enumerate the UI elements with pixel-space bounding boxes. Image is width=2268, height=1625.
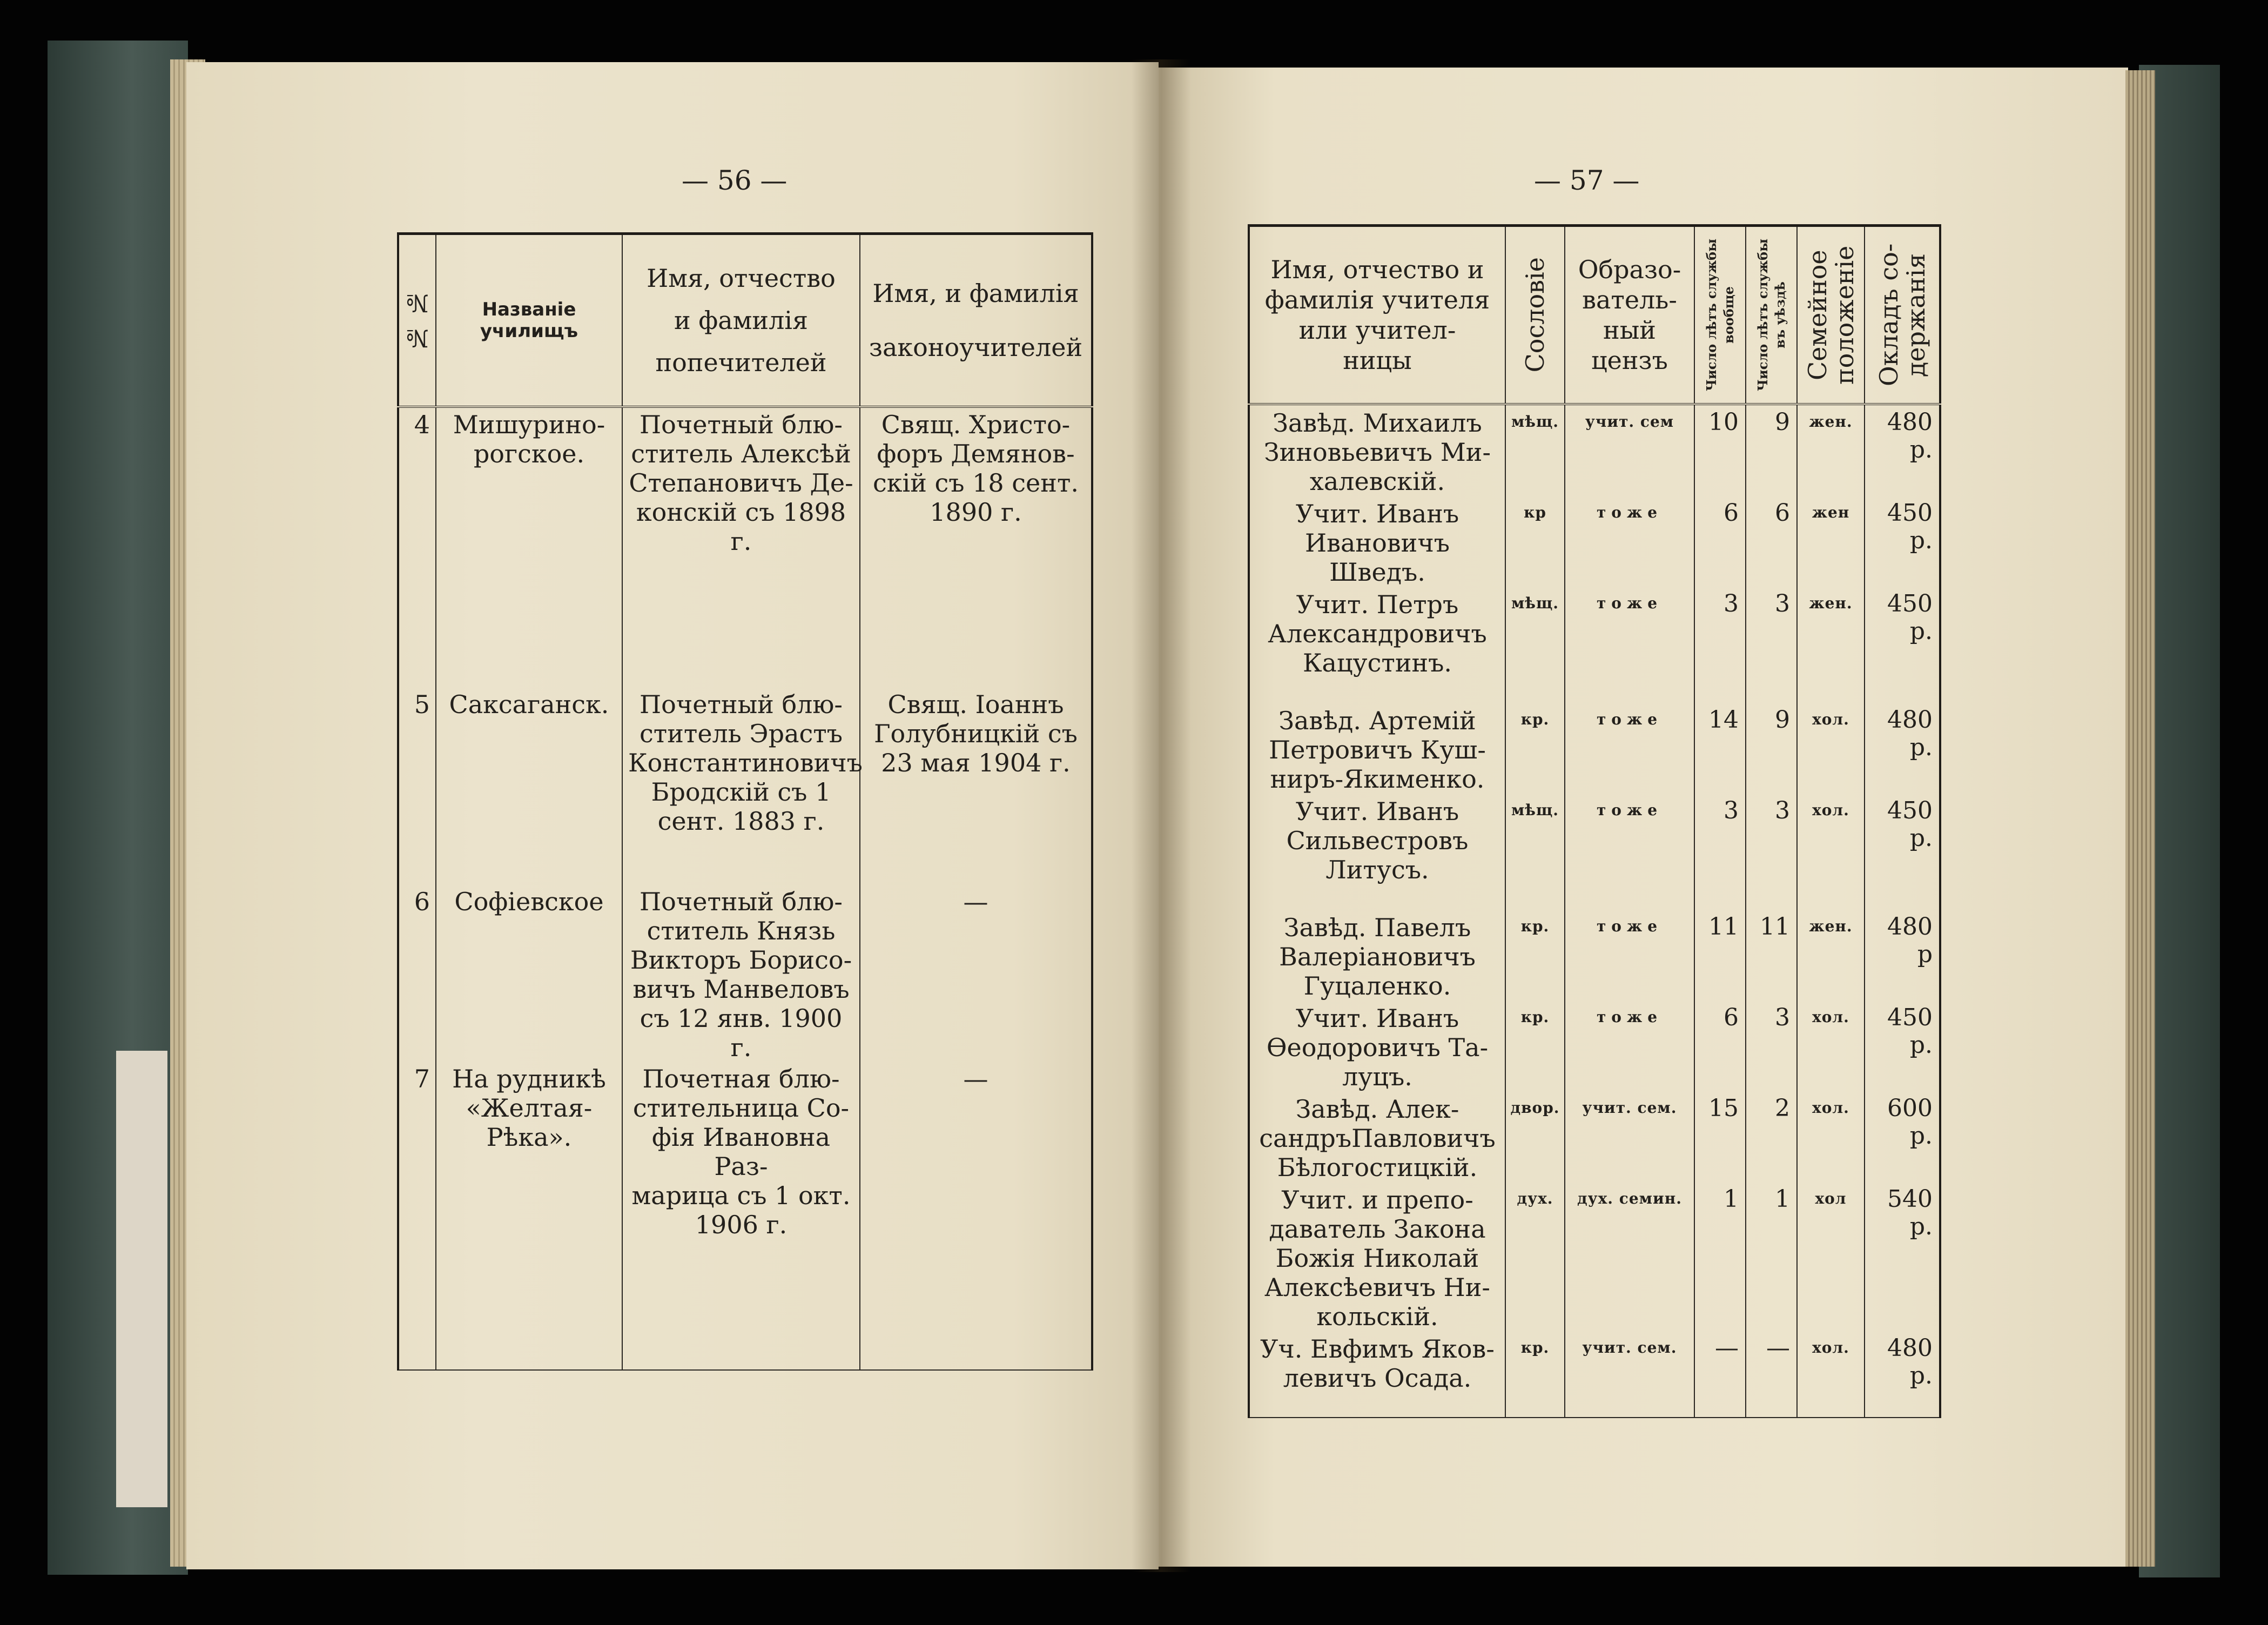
left-page-number: — 56 — [682, 165, 788, 196]
family-status: хол. [1797, 1331, 1865, 1418]
header-years-district: Число лѣтъ службы въ уѣздѣ [1746, 226, 1797, 404]
years-total: 6 [1694, 1000, 1746, 1091]
teacher-name: Завѣд. Михаилъ Зиновьевичъ Ми- халевскій. [1249, 404, 1505, 496]
estate: кр. [1505, 1000, 1565, 1091]
education: тоже [1565, 703, 1694, 794]
salary: 480 р. [1865, 1331, 1940, 1418]
salary: 450 р. [1865, 587, 1940, 703]
table-row [1249, 587, 1940, 703]
book-gutter [1132, 59, 1191, 1572]
years-district: 3 [1746, 587, 1797, 703]
teacher-name: Учит. Иванъ Сильвестровъ Литусъ. [1249, 794, 1505, 910]
family-status: хол. [1797, 1091, 1865, 1182]
years-total: 14 [1694, 703, 1746, 794]
table-row [398, 1062, 1092, 1370]
header-number: № № [398, 234, 436, 407]
trustee: Почетная блю- стительница Со- фія Ивановна Раз- марица съ 1 окт. 1906 г. [622, 1062, 860, 1370]
salary: 540 р. [1865, 1182, 1940, 1331]
header-religion-teachers: Имя, и фамилія законоучителей [860, 234, 1092, 407]
years-district: 3 [1746, 1000, 1797, 1091]
table-row [1249, 703, 1940, 794]
table-row [1249, 1331, 1940, 1418]
estate: мѣщ. [1505, 587, 1565, 703]
years-total: 3 [1694, 794, 1746, 910]
family-status: хол [1797, 1182, 1865, 1331]
teacher-name: Уч. Евфимъ Яков- левичъ Осада. [1249, 1331, 1505, 1418]
years-district: 1 [1746, 1182, 1797, 1331]
estate: кр. [1505, 1331, 1565, 1418]
family-status: хол. [1797, 703, 1865, 794]
years-total: 11 [1694, 910, 1746, 1000]
header-school-name: Названіе училищъ [436, 234, 622, 407]
school-name: Софіевское [436, 885, 622, 1062]
row-number: 5 [398, 688, 436, 885]
teacher-name: Учит. и препо- даватель Закона Божія Николай Алексѣевичъ Ни- кольскій. [1249, 1182, 1505, 1331]
years-district: 11 [1746, 910, 1797, 1000]
salary: 600 р. [1865, 1091, 1940, 1182]
family-status: хол. [1797, 1000, 1865, 1091]
education: дух. семин. [1565, 1182, 1694, 1331]
school-name: Мишурино- рогское. [436, 407, 622, 688]
estate: мѣщ. [1505, 404, 1565, 496]
table-row [1249, 794, 1940, 910]
teacher-name: Завѣд. Артемій Петровичъ Куш- ниръ-Якименко. [1249, 703, 1505, 794]
education: тоже [1565, 794, 1694, 910]
header-family: Семейное положеніе [1797, 226, 1865, 404]
header-salary: Окладъ со- держанія [1865, 226, 1940, 404]
years-total: 6 [1694, 496, 1746, 587]
years-district: 3 [1746, 794, 1797, 910]
years-district: 9 [1746, 703, 1797, 794]
table-row [1249, 404, 1940, 496]
education: учит. сем. [1565, 1091, 1694, 1182]
header-years-total: Число лѣтъ службы вообще [1694, 226, 1746, 404]
salary: 480 р. [1865, 703, 1940, 794]
teacher-name: Завѣд. Павелъ Валеріановичъ Гуцаленко. [1249, 910, 1505, 1000]
school-name: На рудникѣ «Желтая- Рѣка». [436, 1062, 622, 1370]
row-number: 4 [398, 407, 436, 688]
salary: 480 р. [1865, 404, 1940, 496]
estate: кр. [1505, 703, 1565, 794]
left-schools-table [397, 232, 1093, 1371]
family-status: жен. [1797, 910, 1865, 1000]
salary: 450 р. [1865, 496, 1940, 587]
family-status: жен. [1797, 404, 1865, 496]
left-header-row [398, 234, 1092, 407]
teacher-name: Учит. Иванъ Ивановичъ Шведъ. [1249, 496, 1505, 587]
years-total: 10 [1694, 404, 1746, 496]
table-row [398, 407, 1092, 688]
estate: мѣщ. [1505, 794, 1565, 910]
header-education: Образо- ватель- ный цензъ [1565, 226, 1694, 404]
salary: 450 р. [1865, 794, 1940, 910]
right-header-row [1249, 226, 1940, 404]
table-row [1249, 1182, 1940, 1331]
estate: дух. [1505, 1182, 1565, 1331]
years-district: — [1746, 1331, 1797, 1418]
trustee: Почетный блю- ститель Эрастъ Константиновичъ Бродскій съ 1 сент. 1883 г. [622, 688, 860, 885]
table-row [1249, 1091, 1940, 1182]
education: тоже [1565, 910, 1694, 1000]
religion-teacher: Свящ. Христо- форъ Демянов- скій съ 18 сент. 1890 г. [860, 407, 1092, 688]
teacher-name: Завѣд. Алек- сандръПавловичъ Бѣлогостицкій. [1249, 1091, 1505, 1182]
education: учит. сем. [1565, 1331, 1694, 1418]
header-estate: Сословіе [1505, 226, 1565, 404]
table-row [1249, 496, 1940, 587]
school-name: Саксаганск. [436, 688, 622, 885]
salary: 450 р. [1865, 1000, 1940, 1091]
table-row [1249, 910, 1940, 1000]
trustee: Почетный блю- ститель Князь Викторъ Борисо- вичъ Манвеловъ съ 12 янв. 1900 г. [622, 885, 860, 1062]
paper-slip [116, 1051, 167, 1507]
years-district: 9 [1746, 404, 1797, 496]
table-row [398, 885, 1092, 1062]
right-table-body [1249, 404, 1940, 1418]
header-teacher: Имя, отчество и фамилія учителя или учител- ницы [1249, 226, 1505, 404]
years-total: 15 [1694, 1091, 1746, 1182]
estate: двор. [1505, 1091, 1565, 1182]
years-district: 6 [1746, 496, 1797, 587]
header-trustees: Имя, отчество и фамилія попечителей [622, 234, 860, 407]
education: учит. сем [1565, 404, 1694, 496]
years-district: 2 [1746, 1091, 1797, 1182]
religion-teacher: Свящ. Іоаннъ Голубницкій съ 23 мая 1904 г. [860, 688, 1092, 885]
trustee: Почетный блю- ститель Алексѣй Степановичъ Де- конскій съ 1898 г. [622, 407, 860, 688]
right-page-edges [2125, 70, 2155, 1567]
years-total: 1 [1694, 1182, 1746, 1331]
table-row [398, 688, 1092, 885]
teacher-name: Учит. Петръ Александровичъ Кацустинъ. [1249, 587, 1505, 703]
estate: кр. [1505, 910, 1565, 1000]
education: тоже [1565, 587, 1694, 703]
salary: 480 р [1865, 910, 1940, 1000]
years-total: — [1694, 1331, 1746, 1418]
family-status: хол. [1797, 794, 1865, 910]
family-status: жен. [1797, 587, 1865, 703]
education: тоже [1565, 1000, 1694, 1091]
religion-teacher: — [860, 885, 1092, 1062]
estate: кр [1505, 496, 1565, 587]
row-number: 7 [398, 1062, 436, 1370]
family-status: жен [1797, 496, 1865, 587]
years-total: 3 [1694, 587, 1746, 703]
teacher-name: Учит. Иванъ Ѳеодоровичъ Та- луцъ. [1249, 1000, 1505, 1091]
row-number: 6 [398, 885, 436, 1062]
education: тоже [1565, 496, 1694, 587]
religion-teacher: — [860, 1062, 1092, 1370]
right-page-number: — 57 — [1534, 165, 1640, 196]
right-teachers-table [1248, 224, 1941, 1418]
table-row [1249, 1000, 1940, 1091]
